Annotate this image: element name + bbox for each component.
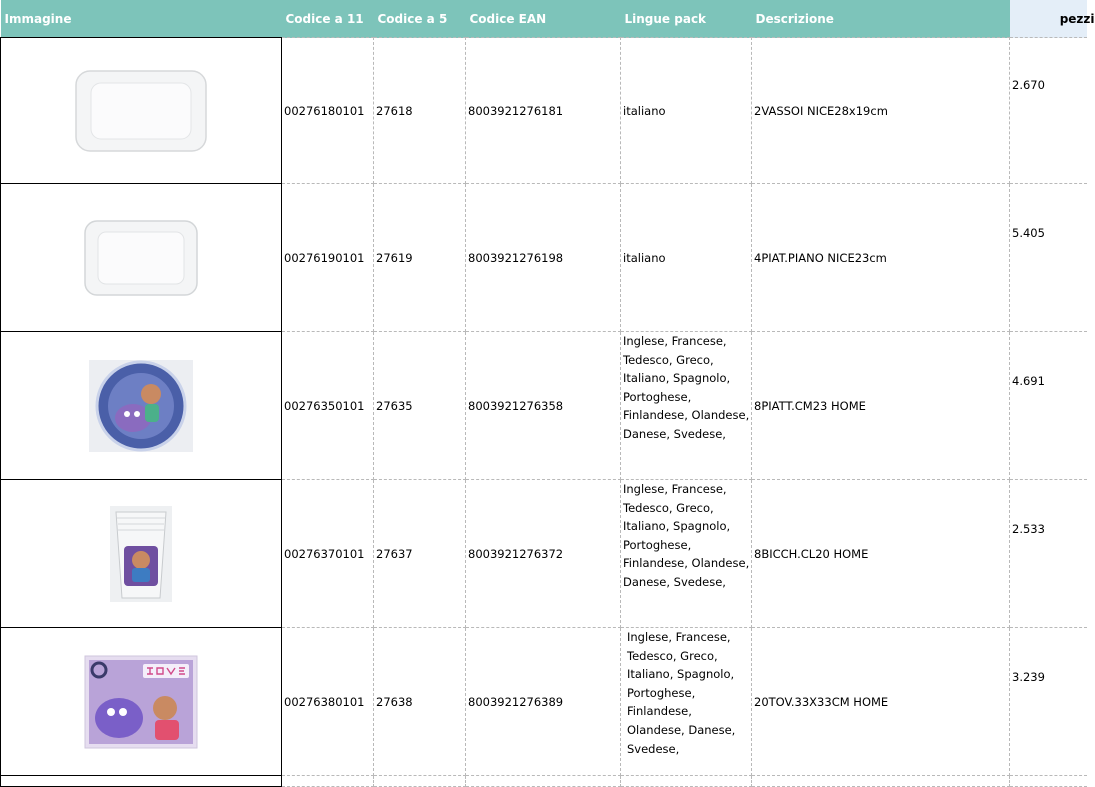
codice-5-cell[interactable]: 27637 <box>374 480 466 628</box>
codice-11-cell[interactable]: 00276190101 <box>282 184 374 332</box>
header-codice-5[interactable]: Codice a 5 <box>374 0 466 38</box>
lingue-text: italiano <box>623 250 666 265</box>
lingue-text: Inglese, Francese, Tedesco, Greco, Italiano, Spagnolo, Portoghese, Finlandese, Olandese, Danese, Svedese, <box>623 482 750 589</box>
pezzi-cell[interactable] <box>1010 628 1087 776</box>
lingue-text: Inglese, Francese, Tedesco, Greco, Italiano, Spagnolo, Portoghese, Finlandese, Olandese, Danese, Svedese, <box>623 334 750 441</box>
header-immagine[interactable]: Immagine <box>1 0 282 38</box>
descrizione-cell[interactable]: 8BICCH.CL20 HOME <box>752 480 1010 628</box>
lingue-cell[interactable] <box>621 628 752 776</box>
descrizione-cell[interactable]: 4PIAT.PIANO NICE23cm <box>752 184 1010 332</box>
header-pezzi[interactable] <box>1010 0 1095 38</box>
codice-11-cell[interactable]: 00276380101 <box>282 628 374 776</box>
empty-cell[interactable] <box>1010 776 1087 787</box>
white-rectangular-tray-icon <box>73 67 209 155</box>
header-descrizione[interactable]: Descrizione <box>752 0 1010 38</box>
lingue-cell[interactable] <box>621 332 752 480</box>
table-row[interactable] <box>1 628 1087 776</box>
pezzi-value: 5.405 <box>1012 226 1045 240</box>
pezzi-cell[interactable] <box>1010 184 1087 332</box>
ean-cell[interactable]: 8003921276389 <box>466 628 621 776</box>
table-row[interactable] <box>1 332 1087 480</box>
codice-11-cell[interactable]: 00276180101 <box>282 38 374 184</box>
image-cell[interactable] <box>1 184 282 332</box>
codice-5-cell[interactable]: 27638 <box>374 628 466 776</box>
codice-11-cell[interactable]: 00276370101 <box>282 480 374 628</box>
lingue-cell[interactable] <box>621 38 752 184</box>
home-cartoon-plate-icon <box>89 360 193 452</box>
table-row <box>1 776 1087 787</box>
codice-5-cell[interactable]: 27635 <box>374 332 466 480</box>
pezzi-value: 4.691 <box>1012 374 1045 388</box>
table-row[interactable] <box>1 38 1087 184</box>
image-cell[interactable] <box>1 332 282 480</box>
pezzi-value: 2.670 <box>1012 78 1045 92</box>
codice-5-cell[interactable]: 27618 <box>374 38 466 184</box>
white-square-plate-icon <box>82 218 200 298</box>
ean-cell[interactable]: 8003921276198 <box>466 184 621 332</box>
image-cell[interactable] <box>1 480 282 628</box>
home-cartoon-cups-icon <box>110 506 172 602</box>
header-row <box>1 0 1087 38</box>
descrizione-cell[interactable]: 2VASSOI NICE28x19cm <box>752 38 1010 184</box>
empty-cell[interactable] <box>621 776 752 787</box>
home-cartoon-napkins-icon <box>85 656 197 748</box>
empty-cell[interactable] <box>752 776 1010 787</box>
pezzi-cell[interactable] <box>1010 480 1087 628</box>
empty-cell[interactable] <box>466 776 621 787</box>
empty-cell[interactable] <box>374 776 466 787</box>
lingue-text: italiano <box>623 103 666 118</box>
pezzi-cell[interactable] <box>1010 38 1087 184</box>
descrizione-cell[interactable]: 8PIATT.CM23 HOME <box>752 332 1010 480</box>
header-lingue-pack[interactable]: Lingue pack <box>621 0 752 38</box>
lingue-cell[interactable] <box>621 184 752 332</box>
lingue-text: Inglese, Francese, Tedesco, Greco, Italiano, Spagnolo, Portoghese, Finlandese, Olandese, Danese, Svedese, <box>627 630 736 756</box>
descrizione-cell[interactable]: 20TOV.33X33CM HOME <box>752 628 1010 776</box>
codice-5-cell[interactable]: 27619 <box>374 184 466 332</box>
table-row[interactable] <box>1 184 1087 332</box>
pezzi-value: 2.533 <box>1012 522 1045 536</box>
header-codice-ean[interactable]: Codice EAN <box>466 0 621 38</box>
image-cell[interactable] <box>1 38 282 184</box>
ean-cell[interactable]: 8003921276358 <box>466 332 621 480</box>
lingue-cell[interactable] <box>621 480 752 628</box>
codice-11-cell[interactable]: 00276350101 <box>282 332 374 480</box>
ean-cell[interactable]: 8003921276181 <box>466 38 621 184</box>
header-codice-11[interactable]: Codice a 11 <box>282 0 374 38</box>
image-cell[interactable] <box>1 628 282 776</box>
pezzi-value: 3.239 <box>1012 670 1045 684</box>
ean-cell[interactable]: 8003921276372 <box>466 480 621 628</box>
image-cell[interactable] <box>1 776 282 787</box>
header-pezzi-label: pezzi <box>1059 11 1095 26</box>
pezzi-cell[interactable] <box>1010 332 1087 480</box>
empty-cell[interactable] <box>282 776 374 787</box>
table-row[interactable] <box>1 480 1087 628</box>
